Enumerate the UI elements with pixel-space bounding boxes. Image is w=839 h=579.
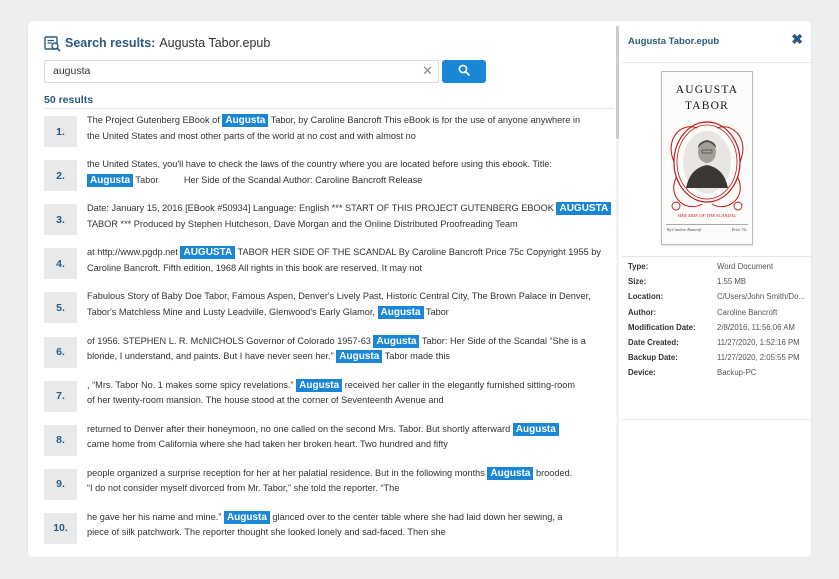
property-value: C/Users/John Smith/Do... [717, 292, 805, 302]
search-icon [458, 63, 470, 81]
snippet-text: he gave her his name and mine.” [87, 511, 224, 522]
snippet-line [87, 289, 592, 305]
close-icon[interactable]: ✖ [791, 31, 803, 47]
search-match-highlight: Augusta [222, 114, 268, 127]
snippet-line [87, 129, 592, 145]
result-row[interactable] [44, 334, 614, 378]
results-pane [28, 21, 618, 557]
property-label: Device: [628, 368, 656, 378]
result-snippet [87, 334, 592, 365]
property-value: Backup-PC [717, 368, 757, 378]
snippet-line [87, 510, 592, 526]
property-row [628, 338, 806, 352]
snippet-text: “I do not consider myself divorced from Mr. Tabor,” she told the reporter. “The [87, 483, 400, 494]
results-file-name: Augusta Tabor.epub [159, 36, 271, 50]
results-header [44, 33, 270, 53]
snippet-text: Tabor's Matchless Mine and Lusty Leadville, Glenwood's Early Glamor, [87, 306, 378, 317]
property-value: 1.55 MB [717, 277, 747, 287]
snippet-text: , “Mrs. Tabor No. 1 makes some spicy revelations.” [87, 379, 297, 390]
snippet-text: of her twenty-room mansion. The house stood at the corner of Seventeenth Avenue and [87, 395, 444, 406]
snippet-text: Tabor made this [382, 351, 451, 361]
property-label: Modification Date: [628, 322, 696, 332]
result-row[interactable] [44, 289, 614, 333]
snippet-text: The Project Gutenberg EBook of [87, 115, 223, 125]
search-results-icon [44, 35, 61, 52]
snippet-text: blonde, I understand, and paints. But I have never seen her.” [87, 351, 337, 361]
search-match-highlight: AUGUSTA [180, 246, 235, 259]
result-row[interactable] [44, 201, 614, 245]
snippet-line [87, 525, 592, 541]
snippet-text: returned to Denver after their honeymoon, no one called on the second Mrs. Tabor. But shortly afterward [87, 423, 513, 434]
result-snippet [87, 113, 592, 144]
file-properties [622, 256, 811, 420]
property-row [628, 262, 806, 276]
property-row [628, 292, 806, 306]
snippet-line [87, 334, 592, 350]
result-snippet [87, 510, 592, 541]
search-match-highlight: Augusta [487, 467, 533, 480]
snippet-line [87, 245, 601, 261]
property-label: Location: [628, 292, 664, 302]
result-snippet [87, 201, 609, 232]
search-button[interactable] [442, 60, 486, 83]
property-label: Author: [628, 307, 657, 317]
snippet-line [87, 113, 592, 129]
result-row[interactable] [44, 510, 614, 554]
search-match-highlight: AUGUSTA [556, 202, 611, 215]
cover-title-line2: TABOR [684, 100, 730, 112]
property-row [628, 368, 806, 382]
snippet-line [87, 378, 592, 394]
result-row[interactable] [44, 422, 614, 466]
cover-title-line1: AUGUSTA [675, 84, 739, 96]
snippet-line [87, 349, 592, 365]
search-match-highlight: Augusta [87, 174, 133, 187]
details-panel [622, 21, 811, 557]
property-label: Type: [628, 262, 649, 271]
result-snippet [87, 422, 592, 453]
search-field[interactable] [44, 60, 439, 83]
search-match-highlight: Augusta [513, 423, 559, 436]
cover-author: By Caroline Bancroft [667, 227, 702, 232]
snippet-text: TABOR HER SIDE OF THE SCANDAL By Caroline Bancroft Price 75c Copyright 1955 by [235, 247, 601, 258]
result-row[interactable] [44, 157, 614, 201]
search-match-highlight: Augusta [224, 511, 270, 524]
property-value: Caroline Bancroft [717, 307, 778, 317]
snippet-text: people organized a surprise reception for her at her palatial residence. But in the following months [87, 467, 488, 478]
property-value: 11/27/2020, 1:52:16 PM [717, 338, 800, 347]
snippet-text: came home from California where she had taken her broken heart. Two hundred and fifty [87, 439, 448, 450]
property-row [628, 277, 806, 291]
scrollbar-thumb[interactable] [616, 26, 619, 139]
snippet-text: Fabulous Story of Baby Doe Tabor, Famous Aspen, Denver's Lively Past, Historic Central City, The Brown Palace in Denver, [87, 291, 591, 302]
snippet-line [87, 422, 592, 438]
snippet-text: the United States, you'll have to check the laws of the country where you are located before using this ebook. Title: [87, 159, 552, 170]
search-results-window [28, 21, 811, 557]
cover-divider [666, 224, 748, 225]
snippet-line [87, 437, 592, 453]
result-row[interactable] [44, 378, 614, 422]
property-value: 11/27/2020, 2:05:55 PM [717, 353, 800, 363]
cover-price: Price 75c [732, 227, 747, 232]
property-label: Size: [628, 277, 647, 287]
snippet-text: Tabor: Her Side of the Scandal “She is a [419, 335, 586, 346]
snippet-text: piece of silk patchwork. The reporter thought she looked lonely and sad-faced. Then she [87, 527, 446, 538]
clear-search-icon[interactable]: ✕ [422, 63, 433, 78]
result-snippet [87, 157, 592, 188]
result-row[interactable] [44, 113, 614, 157]
results-count: 50 results [44, 94, 94, 106]
snippet-line [87, 466, 592, 482]
property-value: 2/8/2016, 11:56:06 AM [717, 322, 795, 332]
result-number: 2. [44, 160, 77, 191]
property-row [628, 323, 806, 337]
snippet-text: of 1956. STEPHEN L. R. McNICHOLS Governor of Colorado 1957-63 [87, 335, 374, 346]
result-number: 8. [44, 425, 77, 456]
result-number: 9. [44, 469, 77, 500]
search-match-highlight: Augusta [296, 379, 342, 392]
result-snippet [87, 245, 601, 276]
snippet-text: Date: January 15, 2016 [EBook #50934] Language: English *** START OF THIS PROJECT GUTENBERG EBOOK [87, 203, 557, 214]
search-input[interactable] [53, 63, 413, 79]
snippet-text: Caroline Bancroft. Fifth edition, 1968 All rights in this book are reserved. It may not [87, 262, 423, 273]
result-snippet [87, 378, 592, 409]
result-snippet [87, 466, 592, 497]
details-header [622, 21, 811, 63]
snippet-text: brooded. [533, 467, 573, 478]
property-label: Backup Date: [628, 353, 678, 363]
snippet-line [87, 261, 592, 277]
property-row [628, 353, 806, 367]
results-title-label: Search results: [65, 36, 156, 50]
book-cover-image [661, 71, 753, 245]
snippet-line [87, 173, 592, 189]
result-number: 5. [44, 292, 77, 323]
details-title: Augusta Tabor.epub [628, 36, 720, 47]
property-row [628, 308, 806, 322]
result-number: 6. [44, 337, 77, 368]
snippet-text: glanced over to the center table where she had laid down her sewing, a [269, 511, 563, 522]
search-match-highlight: Augusta [336, 350, 382, 363]
snippet-line [87, 201, 609, 217]
snippet-line [87, 393, 592, 409]
result-number: 7. [44, 381, 77, 412]
result-row[interactable] [44, 245, 614, 289]
snippet-line [87, 481, 592, 497]
result-number: 3. [44, 204, 77, 235]
snippet-text: the United States and most other parts of the world at no cost and with almost no [87, 130, 416, 141]
result-number: 4. [44, 248, 77, 279]
search-match-highlight: Augusta [378, 306, 424, 319]
cover-subtitle: HER SIDE OF THE SCANDAL [677, 213, 737, 218]
result-number: 10. [44, 513, 77, 544]
search-match-highlight: Augusta [373, 335, 419, 348]
snippet-text: Tabor, by Caroline Bancroft This eBook is for the use of anyone anywhere in [268, 115, 581, 125]
result-row[interactable] [44, 466, 614, 510]
property-label: Date Created: [628, 338, 679, 347]
snippet-text: Tabor Her Side of the Scandal Author: Caroline Bancroft Release [133, 174, 423, 185]
snippet-line [87, 217, 592, 233]
results-list [44, 108, 614, 538]
result-number: 1. [44, 116, 77, 147]
snippet-text: at http://www.pgdp.net [87, 247, 181, 258]
snippet-text: received her caller in the elegantly furnished sitting-room [342, 379, 576, 390]
snippet-line [87, 305, 592, 321]
cover-portrait [662, 118, 752, 218]
property-value: Word Document [717, 262, 774, 271]
snippet-text: TABOR *** Produced by Stephen Hutcheson, Dave Morgan and the Online Distributed Proofreading Team [87, 218, 518, 229]
result-snippet [87, 289, 592, 320]
snippet-line [87, 157, 592, 173]
snippet-text: Tabor [423, 306, 449, 317]
